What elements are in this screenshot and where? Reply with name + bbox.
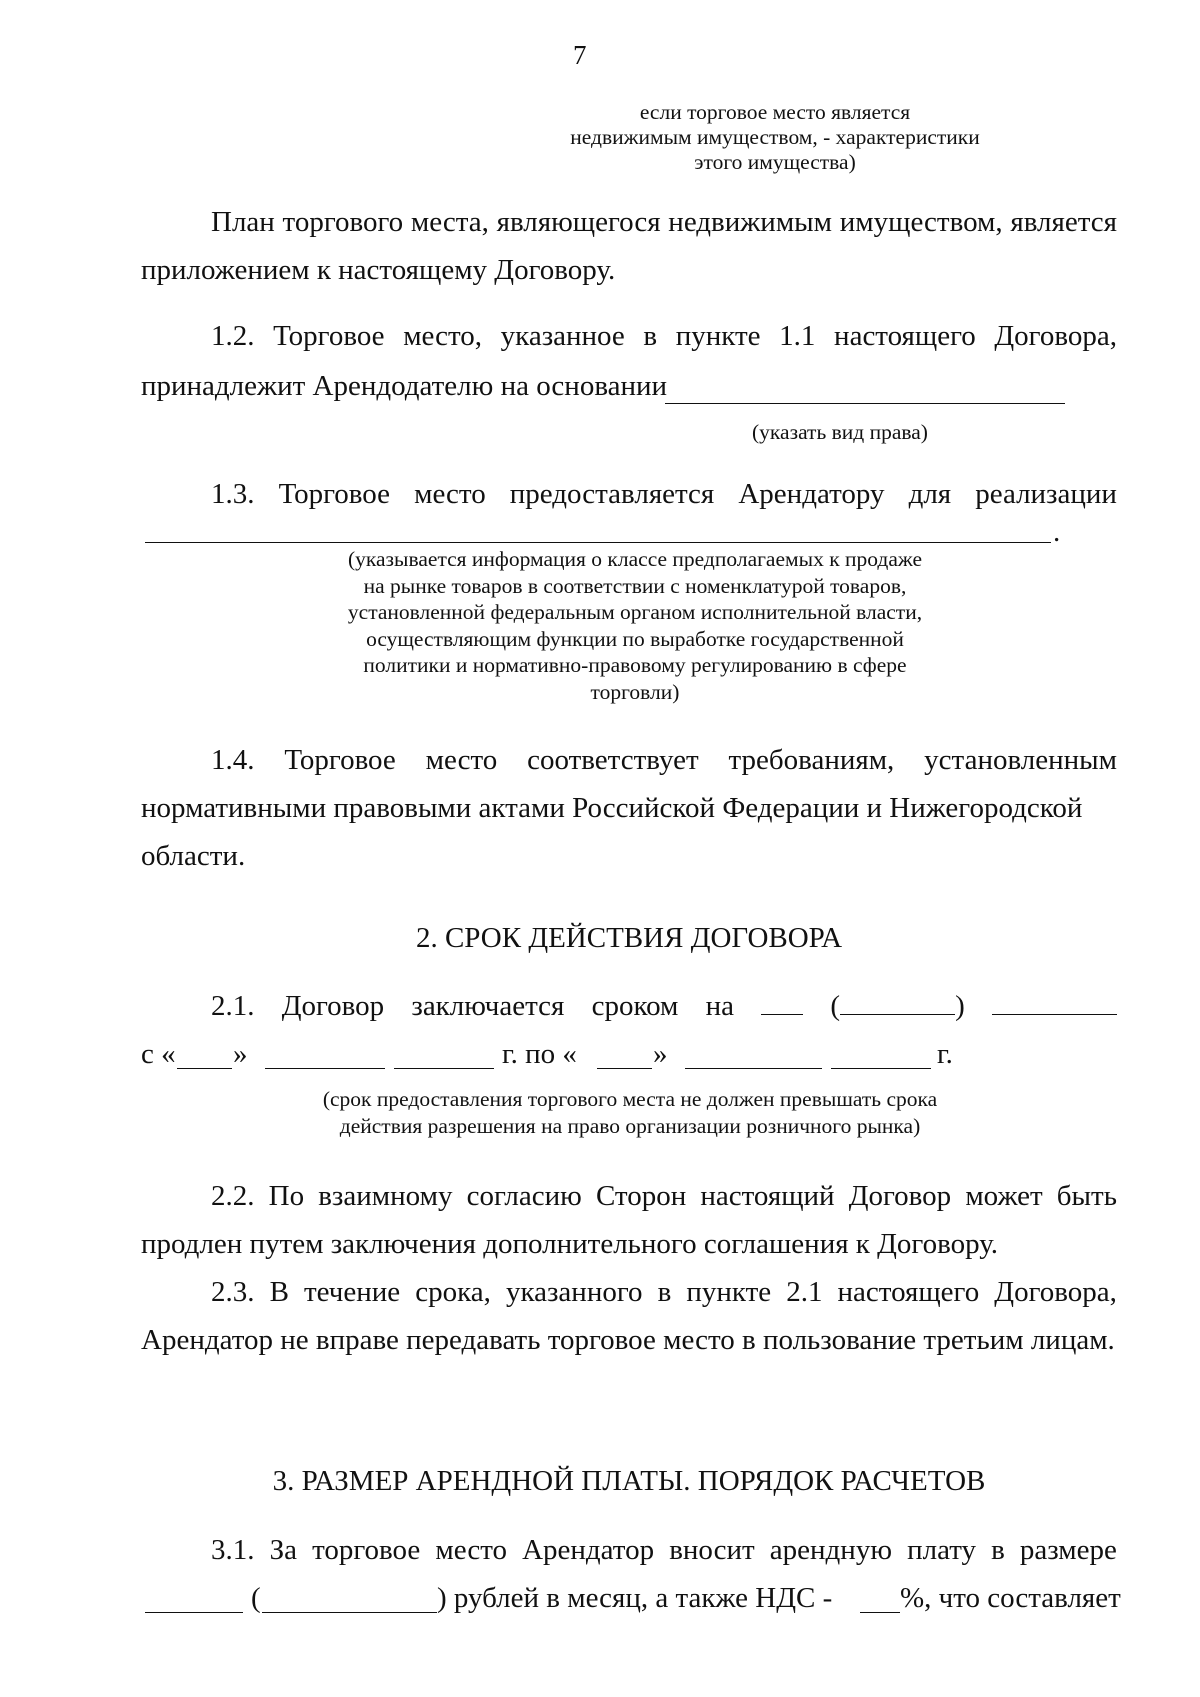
- blank-to-day[interactable]: [597, 1068, 652, 1069]
- right-type-note: (указать вид права): [752, 420, 928, 444]
- word: 2.1: [786, 1276, 823, 1308]
- note-line: политики и нормативно-правовому регулированию в сфере: [363, 653, 907, 677]
- word: размере: [1019, 1534, 1117, 1566]
- blank-right-type-field[interactable]: [665, 403, 1065, 404]
- word: срока,: [415, 1276, 491, 1308]
- note-line: действия разрешения на право организации розничного рынка): [339, 1114, 921, 1138]
- word: недвижимым: [668, 206, 833, 238]
- blank-rent-amount[interactable]: [145, 1612, 243, 1613]
- word: в: [643, 320, 658, 352]
- quote-close: »: [233, 1038, 248, 1070]
- word: места,: [410, 206, 489, 238]
- blank-from-year[interactable]: [394, 1068, 494, 1069]
- blank-term-number[interactable]: [761, 1014, 803, 1015]
- note-line: торговли): [590, 679, 680, 704]
- top-note: [560, 100, 990, 175]
- from-prefix: с «: [141, 1038, 176, 1070]
- rent-tail-text: %, что составляет: [900, 1582, 1121, 1614]
- close-paren: ): [955, 990, 965, 1022]
- word: согласию: [466, 1180, 582, 1212]
- word: соответствует: [527, 744, 699, 776]
- blank-vat-percent[interactable]: [860, 1612, 900, 1613]
- word: Договора,: [994, 1276, 1117, 1308]
- word: место: [414, 478, 486, 510]
- word: требованиям,: [728, 744, 895, 776]
- rent-mid-text: ) рублей в месяц, а также НДС -: [437, 1582, 833, 1614]
- clause-number: 2.2.: [211, 1180, 255, 1212]
- note-line: (указывается информация о классе предполагаемых к продаже: [347, 547, 922, 571]
- blank-from-day[interactable]: [177, 1068, 232, 1069]
- plan-paragraph-line1: [211, 206, 1117, 239]
- blank-from-month[interactable]: [265, 1068, 385, 1069]
- clause-1-4-line2: нормативными правовыми актами Российской Федерации и Нижегородской: [141, 792, 1083, 824]
- word: заключается: [411, 990, 565, 1022]
- word: быть: [1056, 1180, 1117, 1212]
- word: План: [211, 206, 275, 238]
- blank-to-year[interactable]: [831, 1068, 931, 1069]
- word: вносит: [669, 1534, 755, 1566]
- plan-paragraph-line2: приложением к настоящему Договору.: [141, 254, 616, 286]
- blank-rent-words[interactable]: [262, 1612, 437, 1613]
- blank-goods-class-field[interactable]: [145, 542, 1051, 543]
- top-note-line: если торговое место является: [639, 100, 911, 124]
- clause-1-4-line3: области.: [141, 840, 246, 872]
- term-note: [200, 1086, 1060, 1140]
- clause-2-1-line1: [211, 990, 1117, 1023]
- word: в: [657, 1276, 672, 1308]
- term-words-group: [830, 990, 964, 1023]
- note-line: (срок предоставления торгового места не должен превышать срока: [322, 1087, 938, 1111]
- word: взаимному: [318, 1180, 453, 1212]
- word: Торговое: [278, 478, 391, 510]
- year-to-text: г. по «: [502, 1038, 577, 1070]
- note-line: установленной федеральным органом исполнительной власти,: [347, 600, 923, 624]
- word: плату: [907, 1534, 976, 1566]
- blank-term-unit[interactable]: [992, 1014, 1117, 1015]
- note-line: осуществляющим функции по выработке государственной: [366, 626, 904, 651]
- word: В: [269, 1276, 289, 1308]
- word: настоящий: [700, 1180, 835, 1212]
- open-paren: (: [251, 1582, 261, 1614]
- clause-number: 3.1.: [211, 1534, 255, 1566]
- clause-number: 1.3.: [211, 478, 255, 510]
- word: По: [268, 1180, 305, 1212]
- word: предоставляется: [509, 478, 715, 510]
- clause-number: 1.2.: [211, 320, 255, 352]
- note-line: на рынке товаров в соответствии с номенклатурой товаров,: [363, 573, 907, 598]
- clause-2-3-line1: [211, 1276, 1117, 1309]
- clause-2-3-line2: Арендатор не вправе передавать торговое место в пользование третьим лицам.: [141, 1324, 1115, 1356]
- clause-1-2-line2: принадлежит Арендодателю на основании: [141, 370, 668, 402]
- section-3-heading: 3. РАЗМЕР АРЕНДНОЙ ПЛАТЫ. ПОРЯДОК РАСЧЕТОВ: [272, 1465, 986, 1497]
- word: указанного: [505, 1276, 643, 1308]
- word: имуществом,: [839, 206, 1003, 238]
- quote-close-2: »: [653, 1038, 668, 1070]
- word: арендную: [769, 1534, 892, 1566]
- clause-1-3-line1: [211, 478, 1117, 511]
- word: реализации: [975, 478, 1117, 510]
- section-2-heading: 2. СРОК ДЕЙСТВИЯ ДОГОВОРА: [415, 922, 843, 954]
- clause-2-2-line2: продлен путем заключения дополнительного соглашения к Договору.: [141, 1228, 999, 1260]
- word: указанное: [500, 320, 625, 352]
- top-note-line: недвижимым имуществом, - характеристики: [570, 125, 980, 149]
- word: 1.1: [779, 320, 816, 352]
- blank-term-words[interactable]: [840, 1014, 955, 1015]
- top-note-line: этого имущества): [694, 150, 856, 174]
- page-number: 7: [573, 40, 587, 70]
- word: торгового: [282, 206, 404, 238]
- word: сроком: [591, 990, 679, 1022]
- word: настоящего: [834, 320, 976, 352]
- word: является: [1010, 206, 1117, 238]
- word: Торговое: [273, 320, 385, 352]
- word: в: [991, 1534, 1005, 1566]
- clause-3-1-line2: [141, 1582, 1121, 1622]
- clause-1-2-line1: [211, 320, 1117, 353]
- clause-3-1-line1: [211, 1534, 1117, 1567]
- word: Торговое: [284, 744, 396, 776]
- clause-number: 2.1.: [211, 990, 255, 1022]
- word: Сторон: [595, 1180, 687, 1212]
- word: Договора,: [994, 320, 1117, 352]
- clause-number: 2.3.: [211, 1276, 255, 1308]
- goods-class-note: [290, 546, 980, 705]
- word: торговое: [312, 1534, 421, 1566]
- clause-2-2-line1: [211, 1180, 1117, 1213]
- word: пункте: [675, 320, 761, 352]
- word: на: [705, 990, 734, 1022]
- sentence-period: .: [1053, 516, 1061, 548]
- word: место: [425, 744, 498, 776]
- word: установленным: [924, 744, 1117, 776]
- clause-number: 1.4.: [211, 744, 255, 776]
- word: Арендатору: [738, 478, 885, 510]
- word: настоящего: [837, 1276, 980, 1308]
- word: Арендатор: [522, 1534, 655, 1566]
- word: место: [435, 1534, 507, 1566]
- word: Договор: [848, 1180, 952, 1212]
- clause-1-4-line1: [211, 744, 1117, 777]
- word: может: [965, 1180, 1043, 1212]
- blank-to-month[interactable]: [685, 1068, 822, 1069]
- word: являющегося: [496, 206, 661, 238]
- word: За: [269, 1534, 297, 1566]
- year-end-text: г.: [937, 1038, 953, 1070]
- word: пункте: [686, 1276, 772, 1308]
- clause-2-1-dates-line: [141, 1038, 1117, 1078]
- word: место,: [403, 320, 483, 352]
- word: Договор: [281, 990, 385, 1022]
- word: течение: [303, 1276, 401, 1308]
- open-paren: (: [830, 990, 841, 1022]
- word: для: [908, 478, 952, 510]
